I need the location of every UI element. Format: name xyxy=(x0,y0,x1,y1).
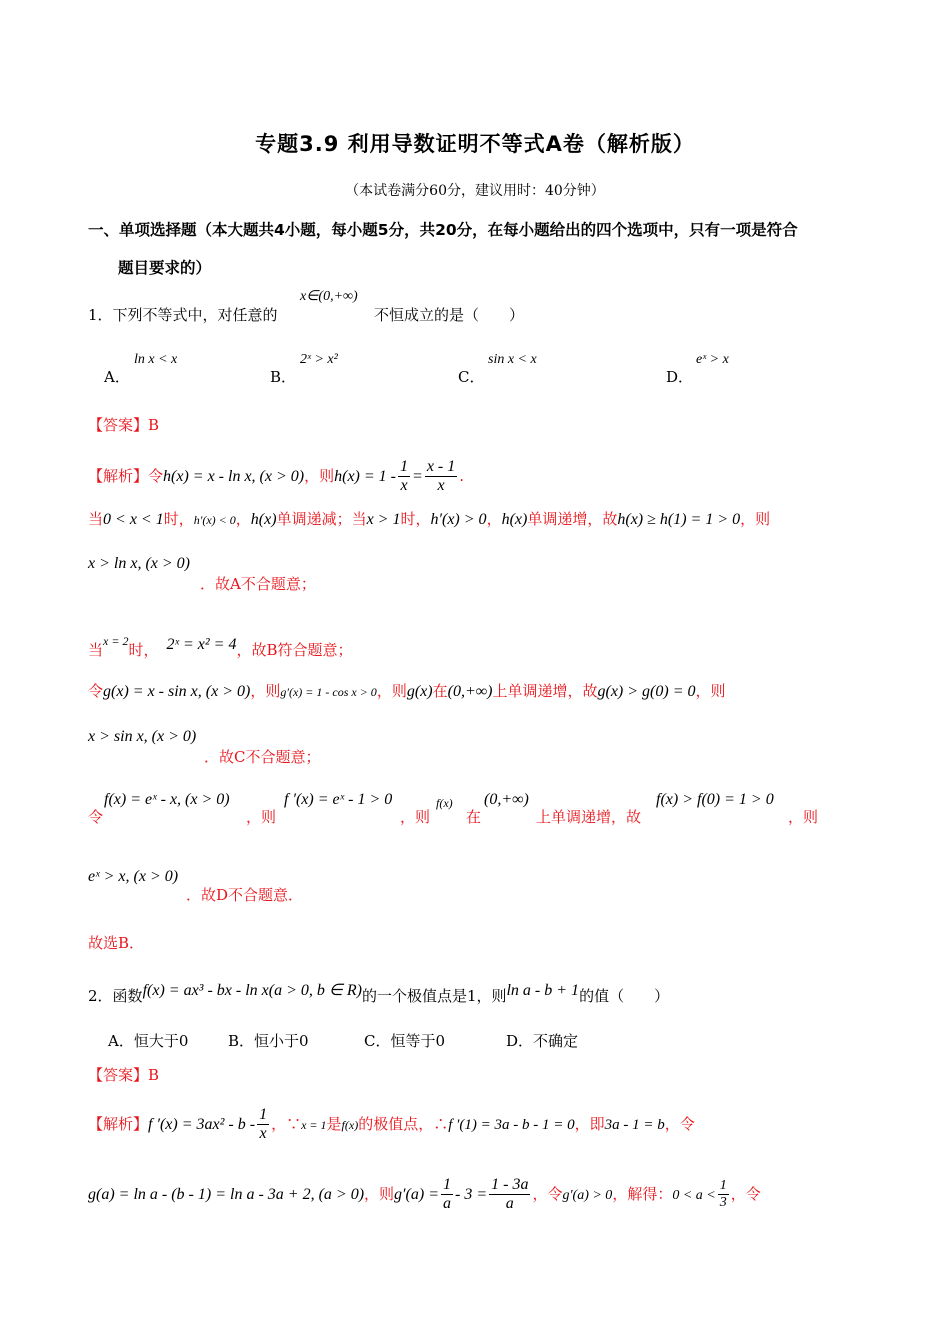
q1-solution-line7-e: 上单调递增，故 xyxy=(536,808,642,826)
text-frag: ，∵ xyxy=(271,1114,302,1133)
option-text: 不确定 xyxy=(533,1032,579,1050)
solution-label: 【解析】令 xyxy=(88,466,164,485)
q1-option-c: sin x < x xyxy=(488,352,537,367)
q1-solution-line7-f: ，则 xyxy=(788,808,819,826)
page-title: 专题3.9 利用导数证明不等式A卷（解析版） xyxy=(255,132,695,156)
fraction xyxy=(425,458,457,496)
q1-solution-line7-math1: f(x) = eˣ - x, (x > 0) xyxy=(104,791,230,808)
q1-solution-line8-text: ．故D不合题意． xyxy=(186,886,304,904)
q2-option-b xyxy=(228,1030,309,1051)
page-subtitle: （本试卷满分60分，建议用时：40分钟） xyxy=(345,183,605,199)
math-expr: (0,+∞) xyxy=(447,683,493,700)
fraction xyxy=(398,458,410,496)
math-expr: h′(x) < 0 xyxy=(193,513,236,527)
text-frag: ，令 xyxy=(730,1184,761,1203)
q1-solution-line7-c: ，则 xyxy=(400,808,431,826)
frac-num: 1 xyxy=(441,1176,453,1195)
q1-solution-line7-b: ，则 xyxy=(246,808,277,826)
fraction xyxy=(718,1178,729,1211)
math-expr: f ′(1) = 3a - b - 1 = 0 xyxy=(448,1116,575,1133)
q1-number: 1． xyxy=(88,306,113,324)
q1-solution-line7-math5: f(x) > f(0) = 1 > 0 xyxy=(656,791,774,808)
text-frag: 单调递减；当 xyxy=(276,510,367,528)
text-frag: 在 xyxy=(432,682,448,700)
math-expr: g(a) = ln a - (b - 1) = ln a - 3a + 2, (a > 0) xyxy=(88,1185,365,1203)
text-frag: 的极值点，∴ xyxy=(358,1114,449,1133)
q2-option-d xyxy=(506,1030,578,1051)
text-frag: ，则 xyxy=(376,682,407,700)
q1-solution-line7-math4: (0,+∞) xyxy=(484,791,529,808)
q2-solution-line2 xyxy=(88,1176,761,1214)
q2-stem xyxy=(88,980,669,1006)
q1-conclusion: 故选B． xyxy=(88,934,145,952)
text-frag: ，则 xyxy=(304,466,335,485)
math-expr: 3a - 1 = b xyxy=(604,1116,665,1133)
text-frag: ， xyxy=(235,510,251,528)
text-frag: ，则 xyxy=(250,682,281,700)
text-frag: 当 xyxy=(88,510,104,528)
frac-num: 1 - 3a xyxy=(489,1176,530,1195)
frac-den: x xyxy=(400,477,408,495)
text-frag: 令 xyxy=(88,682,104,700)
text-frag: ，则 xyxy=(364,1184,395,1203)
math-expr: f(x) xyxy=(341,1117,359,1132)
q1-option-a-label: A． xyxy=(104,368,130,386)
option-text: 恒小于0 xyxy=(254,1032,309,1050)
math-expr: h′(x) > 0 xyxy=(430,511,487,528)
text-frag: 的一个极值点是1，则 xyxy=(361,987,507,1005)
text-frag: 时， xyxy=(400,510,431,528)
q1-solution-line3-text: ．故A不合题意； xyxy=(200,575,316,593)
text-frag: 是 xyxy=(326,1114,342,1133)
text-frag: 当 xyxy=(88,641,104,659)
frac-den: x xyxy=(259,1125,267,1143)
text-frag: ，令 xyxy=(664,1114,695,1133)
math-expr: h(x) ≥ h(1) = 1 > 0 xyxy=(617,511,741,528)
frac-num: 1 xyxy=(398,458,410,477)
frac-den: 3 xyxy=(719,1195,727,1211)
q1-solution-line8-math: eˣ > x, (x > 0) xyxy=(88,868,179,885)
math-expr: ln a - b + 1 xyxy=(506,982,580,999)
q2-solution-line1 xyxy=(88,1106,695,1144)
text-frag: ，则 xyxy=(695,682,726,700)
section-heading-cont: 题目要求的） xyxy=(118,259,212,277)
text-frag: ，解得： xyxy=(612,1184,673,1203)
fraction xyxy=(489,1176,530,1214)
frac-num: 1 xyxy=(718,1178,729,1195)
math-expr: h(x) = 1 - xyxy=(334,467,397,485)
option-text: 恒大于0 xyxy=(133,1032,189,1050)
section-heading: 一、单项选择题（本大题共4小题，每小题5分，共20分，在每小题给出的四个选项中，只有一项是符合 xyxy=(88,221,798,239)
frac-num: x - 1 xyxy=(425,458,457,477)
text-frag: 时， xyxy=(163,510,194,528)
math-expr: g(x) xyxy=(406,683,433,700)
q1-solution-line2 xyxy=(88,508,770,529)
frac-den: a xyxy=(443,1195,451,1213)
math-expr: - 3 = xyxy=(455,1185,488,1203)
math-expr: g′(a) > 0 xyxy=(562,1187,613,1203)
q1-option-d: eˣ > x xyxy=(696,352,729,367)
math-expr: h(x) = x - ln x, (x > 0) xyxy=(163,467,305,485)
q1-solution-line3-math: x > ln x, (x > 0) xyxy=(88,555,190,572)
math-expr: f(x) = ax³ - bx - ln x(a > 0, b ∈ R) xyxy=(142,982,362,999)
math-expr: = xyxy=(412,467,423,485)
fraction xyxy=(441,1176,453,1214)
math-expr: g(x) = x - sin x, (x > 0) xyxy=(103,683,251,700)
text-frag: ， xyxy=(486,510,502,528)
q1-solution-line7-d: 在 xyxy=(466,808,482,826)
q1-option-b-label: B． xyxy=(270,368,297,386)
frac-den: a xyxy=(505,1195,514,1213)
math-expr: x > 1 xyxy=(366,511,401,528)
q2-option-a xyxy=(108,1030,188,1051)
q1-solution-line6-math: x > sin x, (x > 0) xyxy=(88,728,197,745)
frac-num: 1 xyxy=(257,1106,269,1125)
q1-stem-b: 不恒成立的是（ ） xyxy=(374,306,525,324)
q2-answer: 【答案】B xyxy=(88,1066,160,1084)
math-expr: x = 1 xyxy=(301,1117,327,1132)
option-label: C． xyxy=(364,1032,391,1050)
option-label: B． xyxy=(228,1032,255,1050)
q1-solution-line5 xyxy=(88,680,726,701)
solution-label: 【解析】 xyxy=(88,1114,149,1133)
q1-stem-a: 下列不等式中，对任意的 xyxy=(112,306,278,324)
math-expr: h(x) xyxy=(501,511,528,528)
q1-option-a: ln x < x xyxy=(134,352,178,367)
option-text: 恒等于0 xyxy=(390,1032,446,1050)
text-frag: 时， xyxy=(128,641,159,659)
option-label: D． xyxy=(506,1032,534,1050)
q1-solution-line7-math3: f(x) xyxy=(436,796,453,810)
q1-solution-line7-a: 令 xyxy=(88,808,104,826)
q1-solution-line1 xyxy=(88,458,464,496)
q1-stem xyxy=(88,304,278,325)
text-frag: 的值（ ） xyxy=(579,987,670,1005)
math-expr: h(x) xyxy=(250,511,277,528)
text-frag: 单调递增，故 xyxy=(527,510,618,528)
text-frag: 上单调递增，故 xyxy=(492,682,598,700)
math-expr: f ′(x) = 3ax² - b - xyxy=(148,1115,256,1133)
q1-answer: 【答案】B xyxy=(88,416,160,434)
q1-solution-line4 xyxy=(88,634,353,660)
math-expr: 2ˣ = x² = 4 xyxy=(166,636,237,653)
option-label: A． xyxy=(108,1032,134,1050)
frac-den: x xyxy=(437,477,445,495)
q1-option-b: 2ˣ > x² xyxy=(300,352,338,367)
text-frag: . xyxy=(459,466,465,485)
text-frag: ，则 xyxy=(740,510,771,528)
q1-option-c-label: C． xyxy=(458,368,485,386)
math-expr: g′(a) = xyxy=(394,1185,439,1203)
math-expr: x = 2 xyxy=(103,634,129,648)
q2-number: 2． xyxy=(88,987,113,1005)
math-expr: g(x) > g(0) = 0 xyxy=(597,683,696,700)
math-expr: 0 < a < xyxy=(672,1187,716,1203)
text-frag: 函数 xyxy=(112,987,143,1005)
text-frag: ，令 xyxy=(532,1184,563,1203)
q1-condition: x∈(0,+∞) xyxy=(300,289,358,304)
fraction xyxy=(257,1106,269,1144)
math-expr: 0 < x < 1 xyxy=(103,511,164,528)
q1-solution-line7-math2: f ′(x) = eˣ - 1 > 0 xyxy=(284,791,393,808)
text-frag: ，即 xyxy=(574,1114,605,1133)
q1-solution-line6-text: ．故C不合题意； xyxy=(204,748,321,766)
q2-option-c xyxy=(364,1030,445,1051)
q1-option-d-label: D． xyxy=(666,368,694,386)
math-expr: g′(x) = 1 - cos x > 0 xyxy=(280,685,377,699)
text-frag: ，故B符合题意； xyxy=(236,641,353,659)
